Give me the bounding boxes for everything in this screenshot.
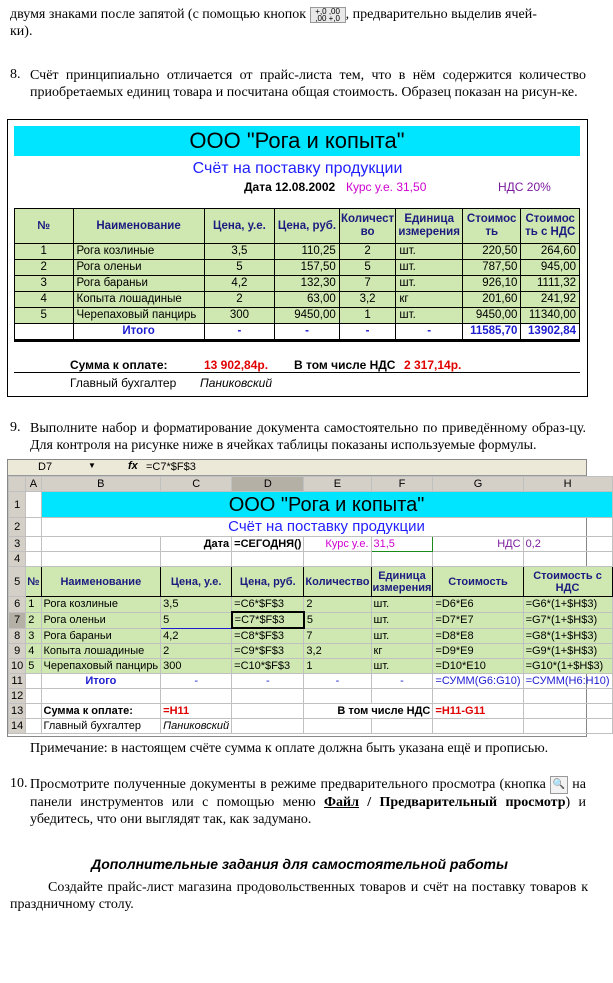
extra-tasks-text: Создайте прайс-лист магазина продовольственных товаров и счёт на поставку товаров к праздничному столу. — [10, 880, 588, 912]
sheet-rate-label[interactable]: Курс у.е. — [304, 537, 371, 552]
table-row: 9 4 Копыта лошадиные 2 =C9*$F$3 3,2 кг =D9*E9 =G9*(1+$H$3) — [9, 644, 613, 659]
print-preview-icon: 🔍 — [550, 776, 568, 794]
active-cell[interactable]: =C7*$F$3 — [232, 612, 304, 628]
column-header[interactable]: G — [433, 477, 523, 492]
row-header[interactable]: 2 — [9, 518, 26, 537]
row-header[interactable]: 8 — [9, 628, 26, 644]
header-cell: Стоимос ть с НДС — [521, 209, 580, 244]
header-cell: Количест во — [339, 209, 396, 244]
sheet-rate-value[interactable]: 31,5 — [371, 537, 433, 552]
total-row: Итого - - - - 11585,70 13902,84 — [15, 324, 580, 341]
header-cell: № — [15, 209, 74, 244]
sheet-date-label[interactable]: Дата — [161, 537, 232, 552]
header-cell: Цена, руб. — [275, 209, 340, 244]
item-10-paragraph: Просмотрите полученные документы в режиме предварительного просмотра (кнопка 🔍 на панели инструментов или с помощью меню Файл / Предварительный просмотр) и убедитесь, что они выглядят так, как задумано. — [30, 777, 586, 827]
column-header[interactable]: C — [161, 477, 232, 492]
sheet-date-formula[interactable]: =СЕГОДНЯ() — [232, 537, 304, 552]
sheet-header-row: 5 № Наименование Цена, у.е. Цена, руб. Количество Единица измерения Стоимость Стоимость с НДС — [9, 567, 613, 597]
invoice-rate: Курс у.е. 31,50 — [346, 180, 427, 194]
header-cell: Единица измерения — [396, 209, 463, 244]
table-row: 6 1 Рога козлиные 3,5 =C6*$F$3 2 шт. =D6*E6 =G6*(1+$H$3) — [9, 597, 613, 613]
invoice-subtitle: Счёт на поставку продукции — [192, 160, 403, 177]
sheet-vat-value[interactable]: 0,2 — [523, 537, 612, 552]
item-10-text-a: Просмотрите полученные документы в режиме предварительного просмотра (кнопка — [30, 777, 546, 793]
column-header[interactable]: B — [41, 477, 161, 492]
row-header[interactable]: 5 — [9, 567, 26, 597]
column-header[interactable]: E — [304, 477, 371, 492]
column-header-row — [9, 477, 613, 492]
row-header[interactable]: 6 — [9, 597, 26, 613]
accountant-label: Главный бухгалтер — [70, 376, 177, 390]
table-row: 8 3 Рога бараньи 4,2 =C8*$F$3 7 шт. =D8*E8 =G8*(1+$H$3) — [9, 628, 613, 644]
header-cell: Стоимос ть — [462, 209, 521, 244]
sheet-sum-formula[interactable]: =H11 — [161, 704, 232, 719]
table-row: 7 2 Рога оленьи 5 =C7*$F$3 5 шт. =D7*E7 =G7*(1+$H$3) — [9, 612, 613, 628]
fx-icon: fx — [128, 460, 138, 472]
menu-preview-label: Предварительный просмотр — [379, 795, 566, 810]
row-header[interactable]: 13 — [9, 704, 26, 719]
column-header[interactable]: H — [523, 477, 612, 492]
intro-paragraph — [10, 6, 588, 40]
item-10-text-b: на панели инструментов или с помощью меню — [30, 777, 586, 810]
sheet-sum-label[interactable]: Сумма к оплате: — [41, 704, 161, 719]
sheet-accountant-label[interactable]: Главный бухгалтер — [41, 719, 161, 734]
table-row — [9, 689, 613, 704]
invoice-company-title: ООО "Рога и копыта" — [14, 126, 580, 156]
item-8-number: 8. — [10, 67, 21, 82]
item-9-number: 9. — [10, 420, 21, 435]
sum-value: 13 902,84р. — [204, 358, 269, 372]
separator-line — [14, 372, 580, 373]
table-row: 10 5 Черепаховый панцирь 300 =C10*$F$3 1 шт. =D10*E10 =G10*(1+$H$3) — [9, 659, 613, 674]
column-header[interactable]: A — [26, 477, 41, 492]
spreadsheet-figure — [7, 459, 610, 737]
decimal-buttons-icon: +,0 ,00 ,00 +,0 — [310, 7, 346, 23]
table-row — [9, 719, 613, 734]
item-8-text: Счёт принципиально отличается от прайс-листа тем, что в нём содержится количество приобретаемых единиц товара и посчитана общая стоимость. Образец показан на рисун-ке. — [30, 68, 586, 100]
note-text: Примечание: в настоящем счёте сумма к оплате должна быть указана ещё и прописью. — [30, 741, 549, 756]
row-header[interactable]: 1 — [9, 492, 26, 518]
invoice-vat: НДС 20% — [498, 180, 551, 194]
item-9-text: Выполните набор и форматирование документа самостоятельно по приведённому образ-цу. Для контроля на рисунке ниже в ячейках таблицы показаны используемые формулы. — [30, 421, 586, 453]
header-cell: Наименование — [73, 209, 204, 244]
invoice-figure — [7, 119, 588, 397]
row-header[interactable]: 10 — [9, 659, 26, 674]
intro-text-1b: , предварительно выделив ячей- — [345, 7, 537, 22]
sheet-company-title[interactable]: ООО "Рога и копыта" — [41, 492, 612, 518]
formula-bar — [8, 460, 586, 476]
sheet-accountant-name[interactable]: Паниковский — [161, 719, 232, 734]
invoice-table — [14, 208, 580, 342]
row-header[interactable]: 9 — [9, 644, 26, 659]
table-row: 2 Рога оленьи 5 157,50 5 шт. 787,50 945,00 — [15, 260, 580, 276]
formula-input[interactable]: =C7*$F$3 — [146, 461, 196, 473]
intro-text-2: ки). — [10, 24, 33, 39]
table-row: 1 Рога козлиные 3,5 110,25 2 шт. 220,50 264,60 — [15, 244, 580, 260]
row-header[interactable]: 11 — [9, 674, 26, 689]
extra-tasks-heading: Дополнительные задания для самостоятельной работы — [91, 856, 508, 872]
table-row — [9, 704, 613, 719]
spreadsheet-grid — [8, 476, 613, 734]
row-header[interactable]: 14 — [9, 719, 26, 734]
table-row — [9, 518, 613, 537]
table-row — [9, 492, 613, 518]
total-row: 11 Итого - - - - =СУММ(G6:G10) =СУММ(H6:H10) — [9, 674, 613, 689]
header-cell: Цена, у.е. — [204, 209, 275, 244]
row-header[interactable]: 12 — [9, 689, 26, 704]
menu-file-label: Файл — [324, 795, 359, 810]
table-row — [9, 552, 613, 567]
sum-label: Сумма к оплате: — [70, 358, 168, 372]
sheet-subtitle[interactable]: Счёт на поставку продукции — [41, 518, 612, 537]
accountant-name: Паниковский — [200, 376, 272, 390]
invoice-header-row — [15, 209, 580, 244]
name-box[interactable]: D7 — [38, 461, 53, 473]
table-row: 3 Рога бараньи 4,2 132,30 7 шт. 926,10 1111,32 — [15, 276, 580, 292]
table-row: 5 Черепаховый панцирь 300 9450,00 1 шт. 9450,00 11340,00 — [15, 308, 580, 324]
row-header[interactable]: 7 — [9, 612, 26, 628]
vat-included-value: 2 317,14р. — [404, 358, 462, 372]
intro-text-1: двумя знаками после запятой (с помощью кнопок — [10, 7, 307, 22]
item-10-number: 10. — [10, 776, 28, 791]
item-10-text-c: ) и убедитесь, что они выглядят так, как задумано. — [30, 795, 586, 827]
sheet-vat-label[interactable]: НДС — [433, 537, 523, 552]
sheet-vat-incl-formula[interactable]: =H11-G11 — [433, 704, 523, 719]
column-header[interactable]: F — [371, 477, 433, 492]
table-row — [9, 537, 613, 552]
chevron-down-icon[interactable]: ▼ — [88, 461, 96, 470]
table-row: 4 Копыта лошадиные 2 63,00 3,2 кг 201,60 241,92 — [15, 292, 580, 308]
row-header[interactable]: 3 — [9, 537, 26, 552]
column-header[interactable]: D — [232, 477, 304, 492]
invoice-date: Дата 12.08.2002 — [244, 180, 336, 194]
sheet-vat-incl-label[interactable]: В том числе НДС — [304, 704, 433, 719]
vat-included-label: В том числе НДС — [294, 358, 396, 372]
row-header[interactable]: 4 — [9, 552, 26, 567]
